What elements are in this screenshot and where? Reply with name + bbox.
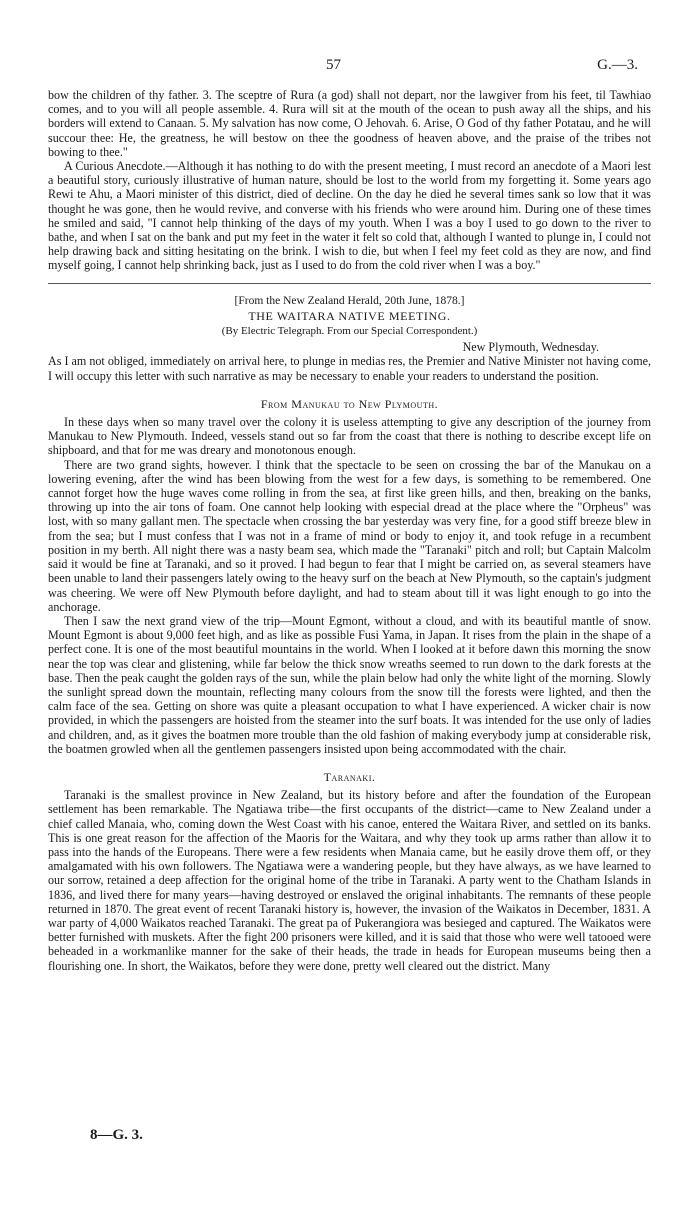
body-text — [48, 88, 651, 973]
prophecy-paragraph-continued: bow the children of thy father. 3. The sceptre of Rura (a god) shall not depart, nor the lawgiver from his feet, til Tawhiao comes, and to you will all people assemble. 4. Rura will sit at the mouth of the ocean to push away all the ships, and his borders will extend to Canaan. 5. My salvation has now come, O Jehovah. 6. Arise, O God of thy father Potatau, and he will succour thee: He, the greatness, he will bestow on thee the goodness of heaven above, and the praise of the tribes not bowing to thee." — [48, 88, 651, 159]
journey-paragraph: There are two grand sights, however. I think that the spectacle to be seen on crossing the bar of the Manukau on a lowering evening, after the wind has been blowing from the west for a few days, is something to be remembered. One cannot forget how the huge waves come rolling in from the sea, at first like green hills, and then, breaking on the banks, throwing up into the air tons of foam. One cannot help looking with especial dread at the place where the "Orpheus" was lost, with so many gallant men. The spectacle when crossing the bar yesterday was very fine, for a good stiff breeze blew in from the sea; but I must confess that I was not in a frame of mind or body to enjoy it, and took refuge in a recumbent position in my berth. All night there was a nasty beam sea, which made the "Taranaki" pitch and roll; but Captain Malcolm said it would be fine at Taranaki, and so it proved. I had begun to fear that I might be carried on, as several steamers have been unable to land their passengers lately owing to the heavy surf on the beach at New Plymouth, so the captain's judgment was cheering. We were off New Plymouth before daylight, and had to steam about till it was light enough to go into the anchorage. — [48, 457, 651, 614]
page-header — [0, 58, 700, 78]
taranaki-paragraph: Taranaki is the smallest province in New Zealand, but its history before and after the foundation of the European settlement has been remarkable. The Ngatiawa tribe—the first occupants of the district—came to New Zealand under a chief called Manaia, who, coming down the West Coast with his canoe, entered the Waitara River, and settled on its banks. This is one great reason for the affection of the Maoris for the Waitara, and why they took up arms rather than allow it to pass into the hands of the Europeans. There were a few residents when Manaia came, but he easily drove them off, or they amalgamated with his own followers. The Ngatiawa were a wandering people, but they have always, as we have learned to our sorrow, retained a deep affection for the original home of the tribe in Taranaki. A party went to the Chatham Islands in 1836, and lived there for many years—having destroyed or enslaved the original inhabitants. The remnants of these people returned in 1870. The great event of recent Taranaki history is, however, the invasion of the Waikatos in December, 1831. A war party of 4,000 Waikatos reached Taranaki. The great pa of Pukerangiora was besieged and captured. The Waikatos were better furnished with muskets. After the fight 200 prisoners were killed, and it is said that those who were well tatooed were beheaded in a workmanlike manner for the sake of their heads, the trade in heads for European museums being then a flourishing one. In short, the Waikatos, before they were done, pretty well cleared out the district. Many — [48, 788, 651, 973]
section-heading-taranaki: Taranaki. — [323, 769, 376, 784]
journey-paragraph: Then I saw the next grand view of the trip—Mount Egmont, without a cloud, and with its beautiful mantle of snow. Mount Egmont is about 9,000 feet high, and as like as possible Fusi Yama, in Japan. It rises from the plain in the shape of a perfect cone. It is one of the most beautiful mountains in the world. When I looked at it before dawn this morning the snow near the top was clear and glistening, while far below the thick snow wreaths seemed to run down to the dark forests at the base. Then the peak caught the golden rays of the sun, while the plain below had only the white light of the morning. Slowly the sunlight spread down the mountain, reflecting many colours from the snow till the forests were lighted, and then the calm face of the sea. Getting on shore was quite a pleasant occupation to what I have experienced. A wicker chair is now provided, in which the passengers are hoisted from the steamer into the surf boats. It was intended for the use only of ladies and children, and, as it gives the boatmen more trouble than the old fashion of making everybody jump at considerable risk, the boatmen growled when all the gentlemen passengers insisted upon being accommodated with the chair. — [48, 613, 651, 756]
article-title: THE WAITARA NATIVE MEETING. — [248, 308, 451, 323]
article-source-line: [From the New Zealand Herald, 20th June, 1878.] — [234, 294, 465, 307]
page-footer-ref: 8—G. 3. — [90, 1127, 143, 1143]
page-number: 57 — [326, 57, 341, 73]
parliamentary-paper-ref: G.—3. — [597, 57, 638, 73]
article-byline: (By Electric Telegraph. From our Special Correspondent.) — [221, 325, 478, 338]
section-divider — [48, 283, 651, 284]
curious-anecdote-paragraph: A Curious Anecdote.—Although it has nothing to do with the present meeting, I must record an anecdote of a Maori lest a beautiful story, curiously illustrative of human nature, should be lost to the world from my forgetting it. Some years ago Rewi te Ahu, a Maori minister of this district, died of decline. On the day he died he several times sank so low that it was thought he was gone, then he would revive, and converse with his friends who were around him. During one of these times he smiled and said, "I cannot help thinking of the days of my youth. When I was a boy I used to go down to the river to bathe, and when I sat on the bank and put my feet in the water it felt so cold that, although I wanted to plunge in, I could not help drawing back and sitting hesitating on the brink. I wish to die, but when I feel my feet cold as they are now, and find myself going, I cannot help shrinking back, just as I used to do from the cold river when I was a boy." — [48, 159, 651, 273]
journey-paragraph: In these days when so many travel over the colony it is useless attempting to give any description of the journey from Manukau to New Plymouth. Indeed, vessels stand out so far from the coast that there is nothing to describe except life on shipboard, and that for me was dreary and monotonous enough. — [48, 415, 651, 458]
article-place-date: New Plymouth, Wednesday. — [462, 340, 599, 355]
article-intro-paragraph: As I am not obliged, immediately on arrival here, to plunge in medias res, the Premier and Native Minister not having come, I will occupy this letter with such narrative as may be necessary to enable your readers to understand the position. — [48, 354, 651, 383]
section-heading-journey: From Manukau to New Plymouth. — [260, 396, 439, 411]
